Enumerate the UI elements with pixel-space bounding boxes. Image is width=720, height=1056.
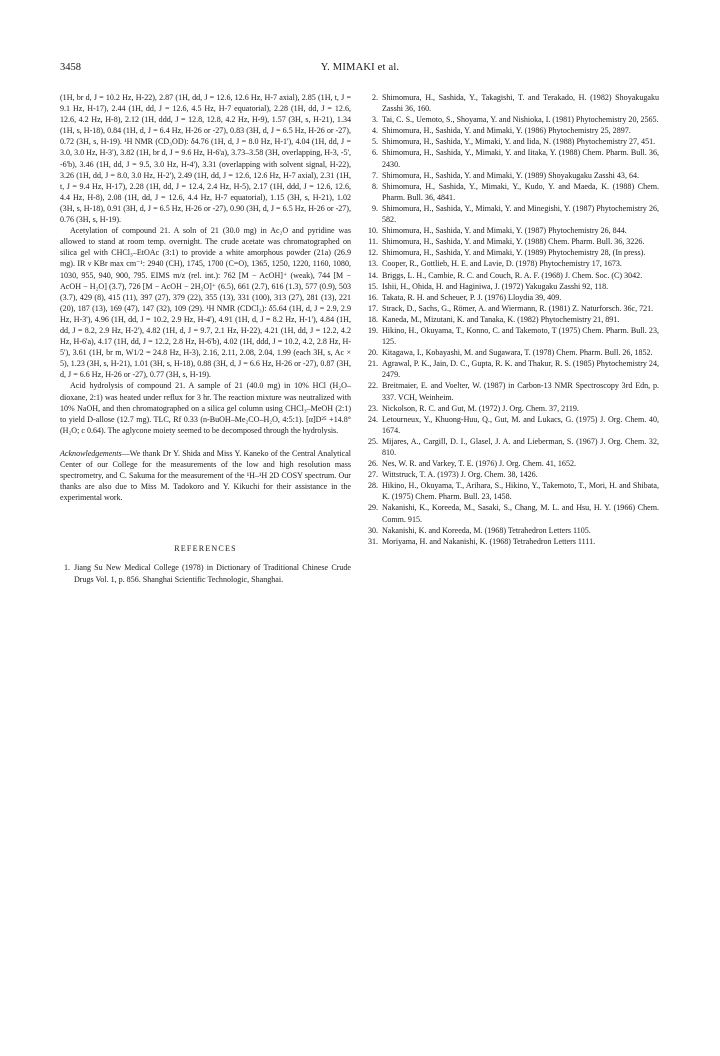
reference-number: 2. [371,93,378,102]
reference-number: 19. [368,325,379,335]
reference-item [368,458,659,469]
reference-item [368,436,659,458]
reference-text: Shimomura, H., Sashida, Y. and Mimaki, Y. (1989) Shoyakugaku Zasshi 43, 64. [382,170,640,180]
reference-number: 26. [368,459,379,469]
reference-text: Nakanishi, K., Koreeda, M., Sasaki, S., Chang, M. L. and Hsu, H. Y. (1966) Chem. Comm. 915. [382,503,659,524]
reference-item [368,92,659,114]
reference-number: 10. [368,226,379,236]
reference-item [368,525,659,536]
reference-number: 5. [371,137,378,147]
reference-item [368,181,659,203]
reference-item [368,292,659,303]
reference-number: 20. [368,348,379,358]
reference-number: 16. [368,292,379,302]
reference-number: 3. [371,115,378,125]
reference-text: Wittstruck, T. A. (1973) J. Org. Chem. 38, 1426. [382,470,538,480]
reference-item [368,314,659,325]
reference-number: 31. [368,536,379,546]
reference-text: Strack, D., Sachs, G., Römer, A. and Wiermann, R. (1981) Z. Naturforsch. 36c, 721. [382,303,654,313]
references-title: REFERENCES [174,544,237,554]
reference-text: Shimomura, H., Sashida, Y., Mimaki, Y. and Iida, N. (1988) Phytochemistry 27, 451. [382,137,656,147]
reference-number: 25. [368,436,379,446]
reference-number: 4. [371,126,378,136]
reference-number: 14. [368,270,379,280]
acknowledgements-heading: Acknowledgements [60,448,122,458]
reference-item [368,325,659,347]
reference-text: Kitagawa, I., Kobayashi, M. and Sugawara, T. (1978) Chem. Pharm. Bull. 26, 1852. [382,348,653,358]
reference-item [368,203,659,225]
reference-number: 12. [368,248,379,258]
reference-item [368,247,659,258]
reference-item [368,170,659,181]
reference-item [368,114,659,125]
acknowledgements-text: —We thank Dr Y. Shida and Miss Y. Kaneko of the Central Analytical Center of our College for the measurements of the low and high resolution mass spectrometry, and C. Sakuma for the measurement of the ¹H–¹H 2D COSY spectrum. Our thanks are also due to Miss M. Tadokoro and Y. Kikuchi for their assistance in the experimental work. [60,448,351,503]
reference-item [368,147,659,169]
reference-item [368,380,659,402]
reference-number: 18. [368,314,379,324]
reference-number: 11. [368,237,378,247]
reference-number: 29. [368,503,379,513]
reference-text: Letourneux, Y., Khuong-Huu, Q., Gut, M. and Lukacs, G. (1975) J. Org. Chem. 40, 1674. [382,414,659,435]
reference-item [368,303,659,314]
right-column-references [368,92,659,547]
reference-item [368,502,659,524]
reference-text: Jiang Su New Medical College (1978) in Dictionary of Traditional Chinese Crude Drugs Vol. 1, p. 856. Shanghai Scientific Technologic, Shanghai. [74,563,351,584]
nmr-data-paragraph: (1H, br d, J = 10.2 Hz, H-22), 2.87 (1H, dd, J = 12.6, 12.6 Hz, H-7 axial), 2.85 (1H, t, J = 9.1 Hz, H-17), 2.44 (1H, dd, J = 12.6, 4.5 Hz, H-7 equatorial), 2.28 (1H, dd, J = 12.6, 12.6, 4.2 Hz, H-8), 2.12 (1H, ddd, J = 12.8, 12.8, 4.2 Hz, H-9), 1.57 (3H, s, H-21), 1.34 (1H, s, H-18), 0.84 (1H, d, J = 6.4 Hz, H-26 or -27), 0.83 (3H, d, J = 6.5 Hz, H-26 or -27), 0.72 (3H, s, H-19). ¹H NMR (CD₃OD): δ4.76 (1H, d, J = 8.0 Hz, H-1'), 4.04 (1H, dd, J = 3.0, 3.0 Hz, H-3'), 3.82 (1H, br d, J = 9.6 Hz, H-6'a), 3.73–3.58 (3H, overlapping, H-3, -5', -6'b), 3.46 (1H, dd, J = 9.5, 3.0 Hz, H-4'), 3.31 (overlapping with solvent signal, H-22), 3.26 (1H, dd, J = 8.0, 3.0 Hz, H-2'), 2.49 (1H, dd, J = 12.6, 12.6 Hz, H-7 axial), 2.31 (1H, t, J = 9.4 Hz, H-17), 2.28 (1H, dd, J = 12.4, 2.4 Hz, H-5), 2.17 (1H, ddd, J = 12.6, 12.6, 4.4 Hz, H-8), 2.08 (1H, dd, J = 12.6, 4.4 Hz, H-7 equatorial), 1.15 (3H, s, H-21), 1.02 (3H, s, H-18), 0.91 (3H, d, J = 6.5 Hz, H-26 or -27), 0.90 (3H, d, J = 6.5 Hz, H-26 or -27), 0.76 (3H, s, H-19). [60,93,351,225]
reference-text: Moriyama, H. and Nakanishi, K. (1968) Tetrahedron Letters 1111. [382,536,596,546]
reference-number: 13. [368,259,379,269]
reference-number: 7. [371,170,378,180]
reference-number: 22. [368,381,379,391]
reference-text: Hikino, H., Okuyama, T., Konno, C. and Takemoto, T (1975) Chem. Pharm. Bull. 23, 125. [382,325,659,347]
reference-text: Mijares, A., Cargill, D. I., Glasel, J. A. and Lieberman, S. (1967) J. Org. Chem. 32, 810. [382,436,659,457]
reference-number: 30. [368,525,379,535]
reference-number: 21. [368,359,379,369]
left-column [60,92,351,585]
hydrolysis-paragraph: Acid hydrolysis of compound 21. A sample of 21 (40.0 mg) in 10% HCl (H₂O–dioxane, 2:1) was heated under reflux for 3 hr. The reaction mixture was neutralized with 10% NaOH, and then chromatographed on a silica gel column using CHCl₃–MeOH (2:1) to yield D-allose (12.7 mg). TLC, Rf 0.33 (n-BuOH–Me₂CO–H₂O, 4:5:1). [α]D²⁵ +14.8° (H₂O; c 0.64). The aglycone moiety seemed to be decomposed through the hydrolysis. [60,381,351,435]
reference-item [60,562,351,584]
reference-number: 17. [368,303,379,313]
reference-number: 1. [63,563,70,573]
reference-text: Nickolson, R. C. and Gut, M. (1972) J. Org. Chem. 37, 2119. [382,403,579,413]
page-header [60,62,660,76]
reference-number: 15. [368,281,379,291]
reference-item [368,225,659,236]
reference-item [368,236,659,247]
reference-item [368,270,659,281]
reference-number: 8. [371,181,378,191]
reference-text: Ishii, H., Ohida, H. and Haginiwa, J. (1972) Yakugaku Zasshi 92, 118. [382,281,609,291]
reference-number: 28. [368,481,379,491]
reference-text: Cooper, R., Gottlieb, H. E. and Lavie, D. (1978) Phytochemistry 17, 1673. [382,259,622,269]
acknowledgements [60,448,351,503]
reference-text: Shimomura, H., Sashida, Y., Mimaki, Y. and Minegishi, Y. (1987) Phytochemistry 26, 582. [382,203,659,225]
reference-item [368,136,659,147]
reference-text: Agrawal, P. K., Jain, D. C., Gupta, R. K. and Thakur, R. S. (1985) Phytochemistry 24, 2479. [382,359,659,380]
reference-text: Breitmaier, E. and Voelter, W. (1987) in Carbon-13 NMR Spectroscopy 3rd Edn, p. 337. VCH, Weinheim. [382,381,659,402]
reference-text: Nakanishi, K. and Koreeda, M. (1968) Tetrahedron Letters 1105. [382,525,591,535]
reference-number: 24. [368,414,379,424]
reference-item [368,403,659,414]
reference-item [368,414,659,436]
reference-text: Shimomura, H., Sashida, Y. and Mimaki, Y. (1986) Phytochemistry 25, 2897. [382,126,631,136]
reference-item [368,125,659,136]
reference-item [368,536,659,547]
reference-number: 27. [368,470,379,480]
reference-text: Hikino, H., Okuyama, T., Arihara, S., Hikino, Y., Takemoto, T., Mori, H. and Shibata, K. (1975) Chem. Pharm. Bull. 23, 1458. [382,481,659,502]
reference-item [368,358,659,380]
reference-text: Shimomura, H., Sashida, Y., Mimaki, Y., Kudo, Y. and Maeda, K. (1988) Chem. Pharm. Bull. 36, 4841. [382,181,659,202]
running-head: Y. MIMAKI et al. [320,62,400,73]
reference-text: Kaneda, M., Mizutani, K. and Tanaka, K. (1982) Phytochemistry 21, 891. [382,314,620,324]
reference-number: 23. [368,403,379,413]
reference-item [368,281,659,292]
reference-text: Briggs, L. H., Cambie, R. C. and Couch, R. A. F. (1968) J. Chem. Soc. (C) 3042. [382,270,643,280]
reference-text: Shimomura, H., Sashida, Y. and Mimaki, Y. (1988) Chem. Pharm. Bull. 36, 3226. [382,237,645,247]
reference-item [368,480,659,502]
page-number: 3458 [60,62,81,73]
reference-text: Shimomura, H., Sashida, Y. and Mimaki, Y. (1987) Phytochemistry 26, 844. [382,226,627,236]
reference-text: Shimomura, H., Sashida, Y. and Mimaki, Y. (1989) Phytochemistry 28, (In press). [382,248,646,258]
reference-number: 6. [371,148,378,158]
reference-text: Nes, W. R. and Varkey, T. E. (1976) J. Org. Chem. 41, 1652. [382,459,577,469]
acetylation-paragraph: Acetylation of compound 21. A soln of 21 (30.0 mg) in Ac₂O and pyridine was allowed to stand at room temp. overnight. The crude acetate was chromatographed on silica gel with CHCl₃–EtOAc (3:1) to provide a white amorphous powder (21a) (26.9 mg). IR ν KBr max cm⁻¹: 2940 (CH), 1745, 1700 (C=O), 1365, 1250, 1220, 1160, 1080, 1030, 955, 940, 900, 795. EIMS m/z (rel. int.): 762 [M − AcOH]⁺ (weak), 744 [M − AcOH − H₂O] (3.7), 726 [M − AcOH − 2H₂O]⁺ (6.5), 661 (2.7), 616 (1.3), 577 (0.9), 503 (3.7), 429 (8), 415 (11), 397 (27), 379 (22), 355 (13), 331 (100), 313 (27), 281 (13), 221 (20), 187 (13), 169 (47), 147 (32), 109 (29). ¹H NMR (CDCl₃): δ5.64 (1H, d, J = 2.9, 2.9 Hz, H-3'), 4.96 (1H, dd, J = 10.2, 2.9 Hz, H-4'), 4.91 (1H, d, J = 8.2 Hz, H-1'), 4.84 (1H, dd, J = 8.2, 2.9 Hz, H-2'), 4.82 (1H, d, J = 9.7, 2.1 Hz, H-22), 4.21 (1H, dd, J = 12.2, 4.2 Hz, H-6'a), 4.17 (1H, dd, J = 12.2, 2.8 Hz, H-6'b), 4.02 (1H, ddd, J = 10.2, 4.2, 2.8 Hz, H-5'), 3.61 (1H, br m, W1/2 = 24.8 Hz, H-3), 2.16, 2.11, 2.08, 2.04, 1.99 (each 3H, s, Ac × 5), 1.23 (3H, s, H-21), 1.01 (3H, s, H-18), 0.88 (3H, d, J = 6.6 Hz, H-26 or -27), 0.87 (3H, d, J = 6.6 Hz, H-26 or -27), 0.77 (3H, s, H-19). [60,226,351,380]
reference-text: Takata, R. H. and Scheuer, P. J. (1976) Lloydia 39, 409. [382,292,562,302]
reference-item [368,469,659,480]
reference-text: Shimomura, H., Sashida, Y., Mimaki, Y. and Iitaka, Y. (1988) Chem. Pharm. Bull. 36, 2430. [382,148,659,169]
reference-item [368,347,659,358]
reference-text: Tai, C. S., Uemoto, S., Shoyama, Y. and Nishioka, I. (1981) Phytochemistry 20, 2565. [382,115,659,125]
reference-item [368,258,659,269]
reference-text: Shimomura, H., Sashida, Y., Takagishi, T. and Terakado, H. (1982) Shoyakugaku Zasshi 36, 160. [382,93,659,114]
reference-number: 9. [371,203,378,213]
